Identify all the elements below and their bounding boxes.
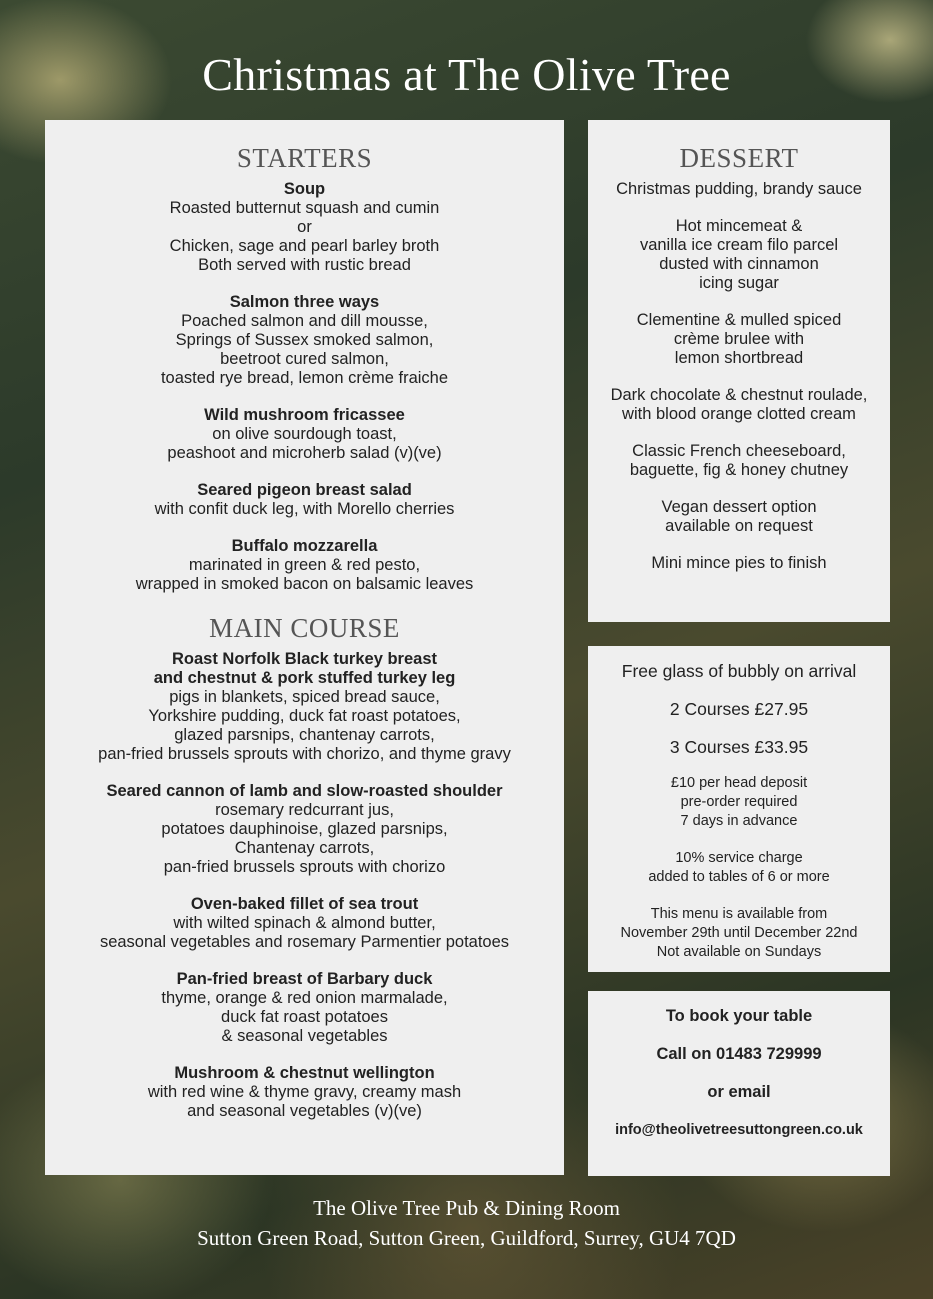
item-line: wrapped in smoked bacon on balsamic leaves: [135, 575, 474, 593]
item-line: icing sugar: [699, 274, 779, 292]
item-name: Roast Norfolk Black turkey breast: [171, 650, 437, 668]
info-line: £10 per head deposit: [670, 775, 808, 791]
booking-email-link[interactable]: info@theolivetreesuttongreen.co.uk: [615, 1122, 863, 1138]
item-line: & seasonal vegetables: [221, 1027, 388, 1045]
service-charge-info: [588, 849, 890, 887]
item-name: Wild mushroom fricassee: [204, 406, 405, 424]
booking-panel: [588, 991, 890, 1176]
dessert-item: [588, 386, 890, 424]
item-line: or: [297, 218, 312, 236]
item-line: Hot mincemeat &: [675, 217, 803, 235]
info-line: 10% service charge: [675, 850, 803, 866]
item-line: dusted with cinnamon: [659, 255, 819, 273]
menu-item: [45, 895, 564, 952]
item-name: Soup: [283, 180, 326, 198]
item-name: Seared pigeon breast salad: [197, 481, 412, 499]
item-line: Chicken, sage and pearl barley broth: [169, 237, 440, 255]
item-line: pan-fried brussels sprouts with chorizo: [163, 858, 446, 876]
footer-venue-name: The Olive Tree Pub & Dining Room: [313, 1196, 620, 1220]
dessert-item: [588, 554, 890, 573]
item-line: pigs in blankets, spiced bread sauce,: [169, 688, 440, 706]
item-name: Oven-baked fillet of sea trout: [190, 895, 419, 913]
dessert-item: [588, 498, 890, 536]
item-line: with blood orange clotted cream: [622, 405, 856, 423]
menu-item: [45, 537, 564, 594]
item-name: Salmon three ways: [229, 293, 380, 311]
item-line: seasonal vegetables and rosemary Parmentier potatoes: [99, 933, 510, 951]
item-name: Seared cannon of lamb and slow-roasted shoulder: [106, 782, 503, 800]
info-line: November 29th until December 22nd: [620, 925, 858, 941]
item-name: Mushroom & chestnut wellington: [174, 1064, 435, 1082]
info-line: added to tables of 6 or more: [648, 869, 830, 885]
item-line: toasted rye bread, lemon crème fraiche: [160, 369, 449, 387]
item-line: Christmas pudding, brandy sauce: [616, 180, 862, 198]
three-course-price: 3 Courses £33.95: [669, 737, 809, 757]
item-line: glazed parsnips, chantenay carrots,: [174, 726, 435, 744]
dessert-heading: DESSERT: [679, 143, 799, 173]
dessert-panel: [588, 120, 890, 622]
pricing-panel: [588, 646, 890, 972]
booking-phone[interactable]: Call on 01483 729999: [656, 1045, 822, 1063]
item-line: Springs of Sussex smoked salmon,: [175, 331, 434, 349]
page-title: Christmas at The Olive Tree: [202, 49, 731, 100]
item-name: Pan-fried breast of Barbary duck: [176, 970, 433, 988]
info-line: Not available on Sundays: [656, 944, 822, 960]
item-line: lemon shortbread: [674, 349, 804, 367]
menu-item: [45, 293, 564, 388]
menu-item: [45, 481, 564, 519]
item-line: Vegan dessert option: [661, 498, 817, 516]
item-line: marinated in green & red pesto,: [188, 556, 421, 574]
item-line: Mini mince pies to finish: [651, 554, 827, 572]
item-line: pan-fried brussels sprouts with chorizo, and thyme gravy: [98, 745, 511, 763]
item-line: Classic French cheeseboard,: [632, 442, 846, 460]
item-line: with red wine & thyme gravy, creamy mash: [147, 1083, 462, 1101]
availability-info: [588, 905, 890, 962]
booking-title: To book your table: [665, 1007, 813, 1025]
booking-or-email: or email: [707, 1083, 771, 1101]
footer-address: Sutton Green Road, Sutton Green, Guildford, Surrey, GU4 7QD: [197, 1226, 736, 1250]
item-line: Clementine & mulled spiced: [636, 311, 842, 329]
item-line: Yorkshire pudding, duck fat roast potatoes,: [148, 707, 461, 725]
item-name: and chestnut & pork stuffed turkey leg: [153, 669, 456, 687]
item-line: with wilted spinach & almond butter,: [173, 914, 436, 932]
dessert-item: [588, 217, 890, 293]
item-name: Buffalo mozzarella: [231, 537, 378, 555]
item-line: and seasonal vegetables (v)(ve): [187, 1102, 422, 1120]
item-line: Poached salmon and dill mousse,: [181, 312, 428, 330]
item-line: thyme, orange & red onion marmalade,: [161, 989, 448, 1007]
item-line: baguette, fig & honey chutney: [629, 461, 849, 479]
item-line: Roasted butternut squash and cumin: [169, 199, 440, 217]
dessert-item: [588, 442, 890, 480]
dessert-item: [588, 311, 890, 368]
menu-item: [45, 406, 564, 463]
item-line: potatoes dauphinoise, glazed parsnips,: [161, 820, 448, 838]
item-line: rosemary redcurrant jus,: [215, 801, 394, 819]
starters-main-panel: [45, 120, 564, 1175]
item-line: Both served with rustic bread: [198, 256, 411, 274]
info-line: pre-order required: [680, 794, 798, 810]
item-line: on olive sourdough toast,: [212, 425, 397, 443]
item-line: Chantenay carrots,: [234, 839, 375, 857]
menu-item: [45, 180, 564, 275]
item-line: peashoot and microherb salad (v)(ve): [167, 444, 442, 462]
menu-item: [45, 650, 564, 764]
info-line: This menu is available from: [650, 906, 828, 922]
info-line: 7 days in advance: [680, 813, 798, 829]
starters-heading: STARTERS: [236, 143, 373, 173]
menu-item: [45, 782, 564, 877]
item-line: Dark chocolate & chestnut roulade,: [610, 386, 868, 404]
dessert-item: [588, 180, 890, 199]
item-line: beetroot cured salmon,: [220, 350, 389, 368]
menu-item: [45, 1064, 564, 1121]
main-course-heading: MAIN COURSE: [209, 613, 400, 643]
deposit-info: [588, 774, 890, 831]
item-line: crème brulee with: [673, 330, 805, 348]
item-line: vanilla ice cream filo parcel: [639, 236, 839, 254]
menu-item: [45, 970, 564, 1046]
item-line: available on request: [665, 517, 813, 535]
item-line: duck fat roast potatoes: [221, 1008, 388, 1026]
item-line: with confit duck leg, with Morello cherries: [154, 500, 455, 518]
two-course-price: 2 Courses £27.95: [669, 699, 809, 719]
bubbly-offer: Free glass of bubbly on arrival: [621, 661, 857, 681]
